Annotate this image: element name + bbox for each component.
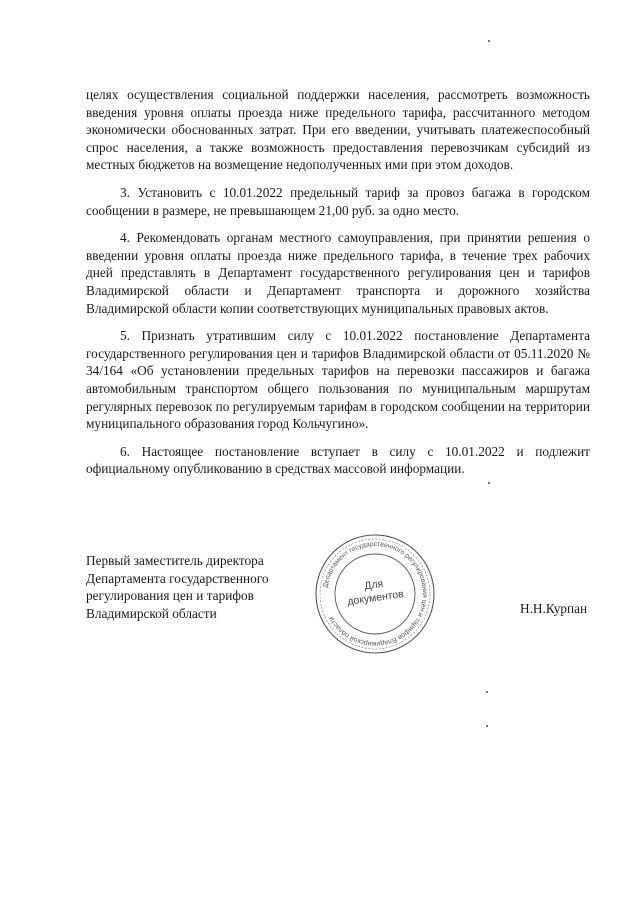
paragraph-item-4: 4. Рекомендовать органам местного самоуправления, при принятии решения о введении уровня оплаты проезда ниже предельного тарифа, в течение трех рабочих дней представлять в Департамент государственного регулирования цен и тарифов Владимирской области и Департамент транспорта и дорожного хозяйства Владимирской области копии соответствующих муниципальных правовых актов. <box>86 230 590 316</box>
paragraph-item-3: 3. Установить с 10.01.2022 предельный тариф за провоз багажа в городском сообщении в размере, не превышающем 21,00 руб. за одно место. <box>86 184 590 218</box>
paragraph-item-6: 6. Настоящее постановление вступает в силу с 10.01.2022 и подлежит официальному опубликованию в средствах массовой информации. <box>86 443 590 477</box>
scan-speck <box>488 40 490 42</box>
signatory-title-line: Первый заместитель директора <box>86 553 264 568</box>
signatory-title-line: Департамента государственного <box>86 570 269 586</box>
scan-speck <box>486 725 488 727</box>
stamp-center-line2: документов <box>346 588 405 608</box>
paragraph-continuation: целях осуществления социальной поддержки населения, рассмотреть возможность введения уровня оплаты проезда ниже предельного тарифа, рассчитанного методом экономически обоснованных затрат. При его введении, учитывать платежеспособный спрос населения, а также возможность предоставления перевозчикам субсидий из местных бюджетов на возмещение недополученных ими при этом доходов. <box>86 87 590 173</box>
stamp-center-line1: Для <box>363 577 384 593</box>
signatory-title-line: регулирования цен и тарифов <box>86 588 254 604</box>
official-seal-stamp <box>313 532 437 656</box>
signatory-title <box>86 552 269 622</box>
signatory-title-line: Владимирской области <box>86 605 217 621</box>
scan-speck <box>488 482 490 484</box>
stamp-ring-text: Департамент государственного регулирования цен и тарифов Владимирской области <box>322 540 429 648</box>
document-body <box>86 86 590 488</box>
scan-speck <box>486 691 488 693</box>
paragraph-item-5: 5. Признать утратившим силу с 10.01.2022 постановление Департамента государственного регулирования цен и тарифов Владимирской области от 05.11.2020 № 34/164 «Об установлении предельных тарифов на перевозки пассажиров и багажа автомобильным транспортом общего пользования по муниципальным маршрутам регулярных перевозок по регулируемым тарифам в городском сообщении на территории муниципального образования город Кольчугино». <box>86 328 590 432</box>
signatory-name: Н.Н.Курпан <box>520 601 588 616</box>
